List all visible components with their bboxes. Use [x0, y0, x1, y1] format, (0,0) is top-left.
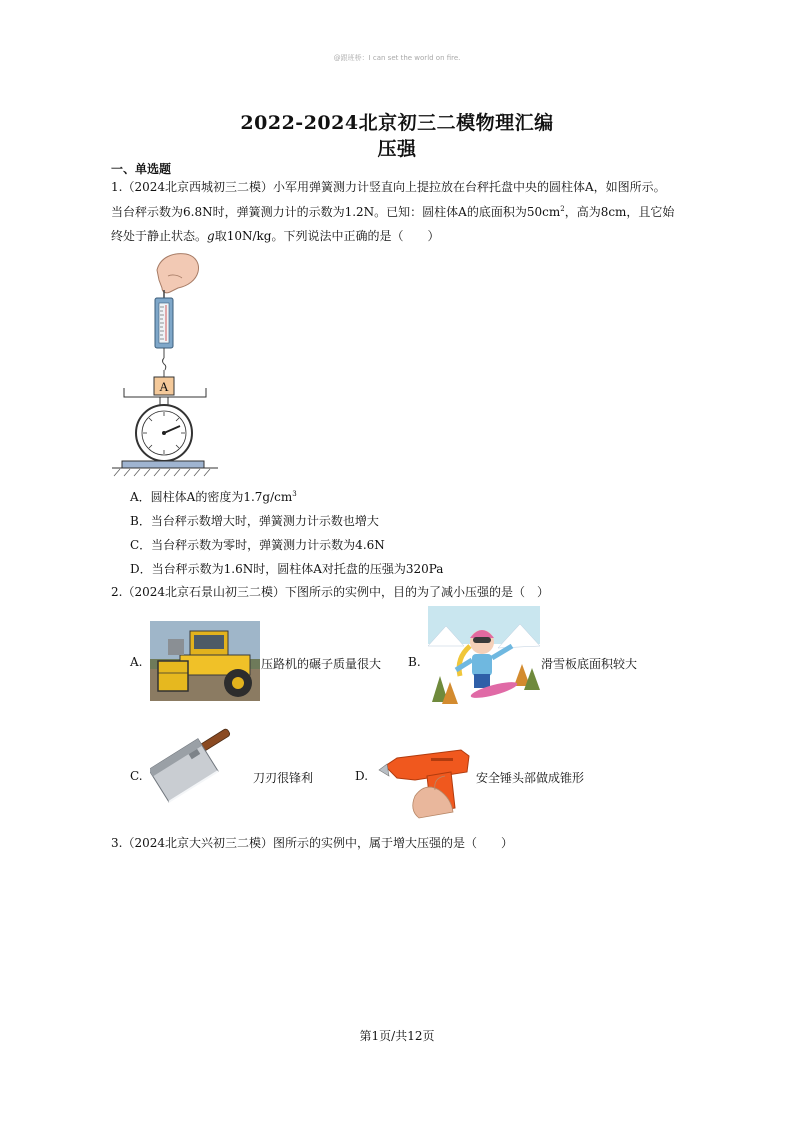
page-footer: 第1页/共12页	[359, 1029, 435, 1043]
document-title: 2022-2024北京初三二模物理汇编	[240, 112, 554, 134]
scale-base-icon	[122, 461, 204, 468]
snowboarder-icon	[428, 606, 540, 712]
safety-hammer-icon	[375, 726, 475, 822]
document-subtitle: 压强	[377, 138, 417, 160]
q2-option-a-caption: 压路机的碾子质量很大	[261, 657, 382, 671]
q2-option-b-letter: B.	[408, 655, 421, 669]
section-heading: 一、单选题	[111, 162, 172, 176]
hand-icon	[157, 254, 199, 293]
q2-text: 2.（2024北京石景山初三二模）下图所示的实例中，目的为了减小压强的是（ ）	[111, 585, 549, 599]
q1-line2: 当台秤示数为6.8N时，弹簧测力计的示数为1.2N。已知：圆柱体A的底面积为$50cm^2$，高为8cm，且它始	[111, 205, 675, 219]
cleaver-icon	[150, 726, 242, 806]
q1-option-a: A．圆柱体A的密度为$1.7g/cm^3$	[130, 490, 297, 504]
q1-line3: 终处于静止状态。g取10N/kg。下列说法中正确的是（ ）	[111, 229, 440, 243]
cylinder-label: A	[159, 379, 169, 394]
q2-option-d-caption: 安全锤头部做成锥形	[476, 771, 585, 785]
q2-option-b-caption: 滑雪板底面积较大	[541, 657, 638, 671]
q3-text: 3.（2024北京大兴初三二模）图所示的实例中，属于增大压强的是（ ）	[111, 836, 513, 850]
watermark: @跟班桥：I can set the world on fire.	[333, 54, 461, 62]
q1-option-d: D．当台秤示数为1.6N时，圆柱体A对托盘的压强为320Pa	[130, 562, 444, 576]
q2-option-c-caption: 刀刃很锋利	[253, 771, 314, 785]
q2-option-a-letter: A.	[130, 655, 143, 669]
q1-spring-scale-figure	[112, 250, 218, 478]
road-roller-icon	[150, 621, 260, 701]
q2-option-d-letter: D.	[355, 769, 369, 783]
q1-option-c: C．当台秤示数为零时，弹簧测力计示数为4.6N	[130, 538, 385, 552]
q1-option-b: B．当台秤示数增大时，弹簧测力计示数也增大	[130, 514, 379, 528]
q1-line1: 1.（2024北京西城初三二模）小军用弹簧测力计竖直向上提拉放在台秤托盘中央的圆柱体A，如图所示。	[111, 180, 666, 194]
q2-option-c-letter: C.	[130, 769, 143, 783]
